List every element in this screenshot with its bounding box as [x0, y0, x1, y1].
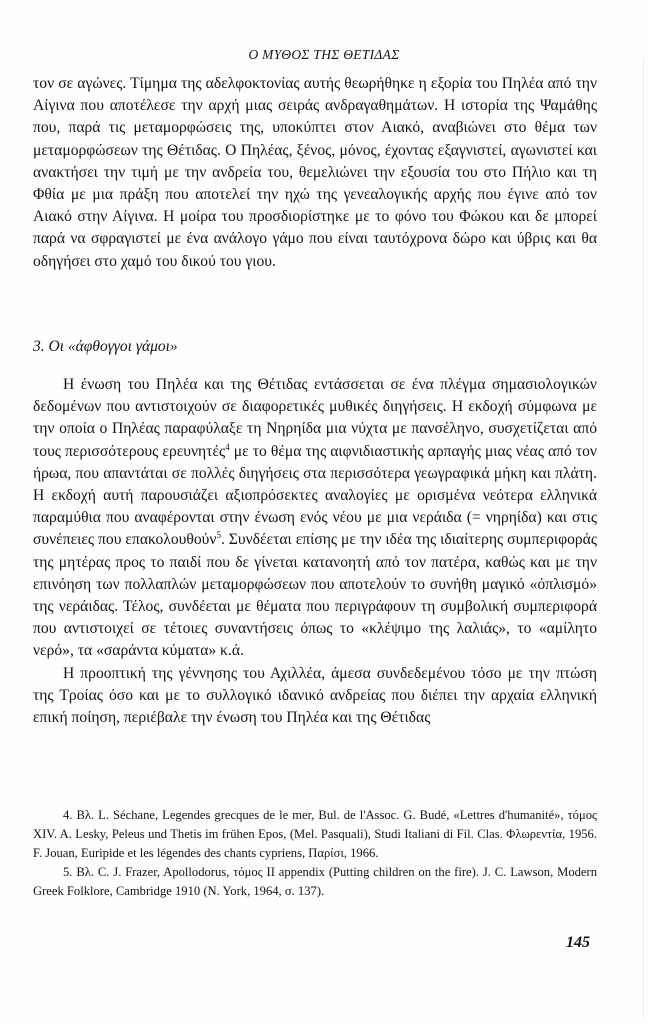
paragraph-2-part-c: . Συνδέεται επίσης με την ιδέα της ιδιαίτερης συμπεριφοράς της μητέρας προς το παιδί που δε γίνεται κατανοητή από τον πατέρα, καθώς και με την επινόηση των πολλαπλών μεταμορφώσεων που αποτελούν το συνήθη μαγικό «όπλισμό» της νεράιδας. Τέλος, συνδέεται με θέματα που περιγράφουν τη συμβολική συμπεριφορά που αντιστοιχεί σε τέτοιες συναντήσεις όπως το «κλέψιμο της λαλιάς», το «αμίλητο νερό», τα «σαράντα κύματα» κ.ά.: [33, 531, 597, 660]
footnote-ref-4: 4: [225, 441, 230, 452]
footnote-5: [33, 863, 597, 901]
footnote-number: 4.: [63, 808, 73, 822]
footnote-text: Βλ. C. J. Frazer, Apollodorus, τόμος II appendix (Putting children on the fire). J. C. Lawson, Modern Greek Folklore, Cambridge 1910 (N. York, 1964, σ. 137).: [33, 865, 597, 898]
page-edge-shadow: [643, 58, 644, 1018]
paragraph-3: Η προοπτική της γέννησης του Αχιλλέα, άμεσα συνδεδεμένου τόσο με την πτώση της Τροίας όσο και με το συλλογικό ιδανικό ανδρείας που διέπει την αρχαία ελληνική επική ποίηση, περιέβαλε την ένωση του Πηλέα και της Θέτιδας: [33, 664, 597, 727]
section-title: Οι «άφθογγοι γάμοι»: [48, 338, 178, 355]
running-head: Ο ΜΥΘΟΣ ΤΗΣ ΘΕΤΙΔΑΣ: [248, 47, 400, 62]
section-heading: [33, 338, 178, 356]
paragraph-2-part-b: με το θέμα της αιφνιδιαστικής αρπαγής μιας νέας από τον ήρωα, που απαντάται σε πολλές διηγήσεις στα περισσότερα γεωγραφικά μήκη και πλάτη. Η εκδοχή αυτή παρουσιάζει αξιοπρόσεκτες αναλογίες με ορισμένα νεότερα ελληνικά παραμύθια που αναφέρονται στην ένωση ενός νέου με μια νεράιδα (= νηρηίδα) και στις συνέπειες που επακολουθούν: [33, 442, 597, 549]
footnotes: [33, 806, 597, 901]
section-body: [33, 374, 597, 729]
footnote-text: Βλ. L. Séchane, Legendes grecques de le mer, Bul. de l'Assoc. G. Budé, «Lettres d'humanité», τόμος XIV. A. Lesky, Peleus und Thetis im frühen Epos, (Mel. Pasquali), Studi Italiani di Fil. Clas. Φλωρεντία, 1956. F. Jouan, Euripide et les légendes des chants cypriens, Παρίσι, 1966.: [33, 808, 597, 860]
paragraph-2: [33, 374, 597, 663]
footnote-ref-5: 5: [216, 530, 221, 541]
footnote-number: 5.: [63, 865, 73, 879]
footnote-4: [33, 806, 597, 863]
opening-paragraph-block: [33, 73, 597, 273]
section-number: 3.: [33, 338, 45, 355]
paragraph-2-part-a: Η ένωση του Πηλέα και της Θέτιδας εντάσσεται σε ένα πλέγμα σημασιολογικών δεδομένων που αντιστοιχούν σε διαφορετικές μυθικές διηγήσεις. Η εκδοχή σύμφωνα με την οποία ο Πηλέας παραφύλαξε τη Νηρηίδα μια νύχτα με πανσέληνο, συσχετίζεται από τους περισσότερους ερευνητές: [33, 376, 597, 460]
opening-paragraph: τον σε αγώνες. Τίμημα της αδελφοκτονίας αυτής θεωρήθηκε η εξορία του Πηλέα από την Αίγινα που αποτέλεσε την αρχή μιας σειράς ανδραγαθημάτων. Η ιστορία της Ψαμάθης που, παρά τις μεταμορφώσεις της, υποκύπτει στον Αιακό, αναβιώνει στο θέμα των μεταμορφώσεων της Θέτιδας. Ο Πηλέας, ξένος, μόνος, έχοντας εξαγνιστεί, αγωνιστεί και ανακτήσει την τιμή με την ανδρεία του, θεμελιώνει την εξουσία του στο Πήλιο και τη Φθία με μια πράξη που αποτελεί την ηχώ της γενεαλογικής αρχής που έγινε από τον Αιακό στην Αίγινα. Η μοίρα του προσδιορίστηκε με το φόνο του Φώκου και δε μπορεί παρά να σφραγιστεί με ένα ανάλογο γάμο που είναι ταυτόχρονα δώρο και ύβρις και θα οδηγήσει στο χαμό του δικού του γιου.: [33, 75, 597, 270]
page-number: 145: [566, 934, 590, 951]
